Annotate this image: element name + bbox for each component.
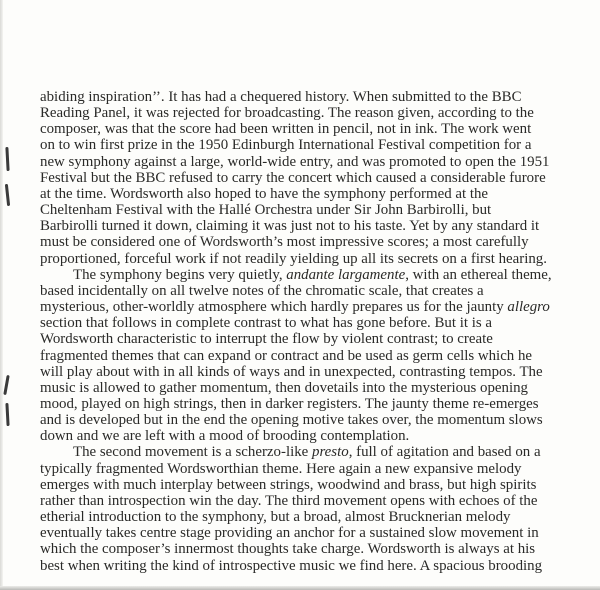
text-segment: eventually takes centre stage providing an anchor for a sustained slow movement in [40,525,539,542]
text-line [40,461,570,477]
text-line [40,218,570,234]
text-line [40,202,570,218]
text-segment: composer, was that the score had been written in pencil, not in ink. The work went [40,121,532,138]
text-line [40,121,570,137]
text-segment: Reading Panel, it was rejected for broadcasting. The reason given, according to the [40,105,534,122]
italic-term: andante largamente [286,266,406,283]
text-line [40,509,570,525]
text-line [40,299,570,315]
text-segment: etherial introduction to the symphony, but a broad, almost Brucknerian melody [40,509,511,526]
text-line [40,170,570,186]
text-line [40,154,570,170]
text-line [40,348,570,364]
text-line [40,251,570,267]
text-segment: best when writing the kind of introspective music we find here. A spacious brooding [40,557,543,574]
text-line [40,380,570,396]
text-line [40,493,570,509]
text-segment: based incidentally on all twelve notes of the chromatic scale, that creates a [40,282,484,299]
text-segment: must be considered one of Wordsworth’s most impressive scores; a most carefully [40,234,529,251]
text-segment: emerges with much interplay between strings, woodwind and brass, but high spirits [40,476,537,493]
text-line [40,558,570,574]
text-segment: The symphony begins very quietly, [73,266,287,283]
italic-term: allegro [507,299,550,316]
text-line [40,428,570,444]
paragraph [40,267,570,445]
text-segment: which the composer’s innermost thoughts take charge. Wordsworth is always at his [40,541,536,558]
text-segment: typically fragmented Wordsworthian theme. Here again a new expansive melody [40,460,522,477]
text-line [40,89,570,105]
margin-mark [5,147,9,171]
text-segment: mood, played on high strings, then in darker registers. The jaunty theme re-emerges [40,395,539,412]
text-segment: section that follows in complete contrast to what has gone before. But it is a [40,315,492,332]
text-segment: down and we are left with a mood of brooding contemplation. [40,428,410,445]
text-segment: abiding inspiration’’. It has had a chequered history. When submitted to the BBC [40,89,522,105]
text-line [40,541,570,557]
text-segment: and is developed but in the end the opening motive takes over, the momentum slows [40,412,543,429]
text-line [40,234,570,250]
italic-term: presto [312,444,349,461]
text-segment: proportioned, forceful work if not readily yielding up all its secrets on a first hearing. [40,250,547,267]
text-segment: will play about with in all kinds of ways and in unexpected, contrasting tempos. The [40,363,543,380]
text-line [40,315,570,331]
text-line [40,477,570,493]
text-segment: on to win first prize in the 1950 Edinburgh International Festival competition for a [40,137,532,154]
text-segment: , with an ethereal theme, [405,266,552,283]
margin-mark [3,375,9,395]
text-segment: new symphony against a large, world-wide entry, and was promoted to open the 1951 [40,153,550,170]
text-line [40,331,570,347]
text-segment: Cheltenham Festival with the Hallé Orchestra under Sir John Barbirolli, but [40,202,492,219]
margin-mark [5,184,10,206]
text-segment: , full of agitation and based on a [348,444,541,461]
page-edge-bottom [0,586,600,590]
text-line [40,364,570,380]
text-line [40,525,570,541]
text-line [40,444,570,460]
text-line [40,137,570,153]
text-segment: rather than introspection win the day. The third movement opens with echoes of the [40,492,538,509]
text-segment: Wordsworth characteristic to interrupt the flow by violent contrast; to create [40,331,493,348]
text-segment: The second movement is a scherzo-like [73,444,312,461]
text-line [40,267,570,283]
text-segment: Barbirolli turned it down, claiming it was just not to his taste. Yet by any standard it [40,218,540,235]
text-line [40,412,570,428]
page-edge-left [0,0,3,590]
paragraph [40,89,570,267]
text-segment: at the time. Wordsworth also hoped to have the symphony performed at the [40,185,489,202]
text-segment: Festival but the BBC refused to carry the concert which caused a considerable furore [40,169,546,186]
text-line [40,105,570,121]
text-segment: music is allowed to gather momentum, then dovetails into the mysterious opening [40,379,529,396]
text-line [40,283,570,299]
text-line [40,186,570,202]
paragraph [40,444,570,573]
text-segment: fragmented themes that can expand or contract and be used as germ cells which he [40,347,533,364]
text-segment: mysterious, other-worldly atmosphere which hardly prepares us for the jaunty [40,299,508,316]
text-line [40,396,570,412]
body-text [40,89,570,574]
margin-mark [5,403,9,426]
